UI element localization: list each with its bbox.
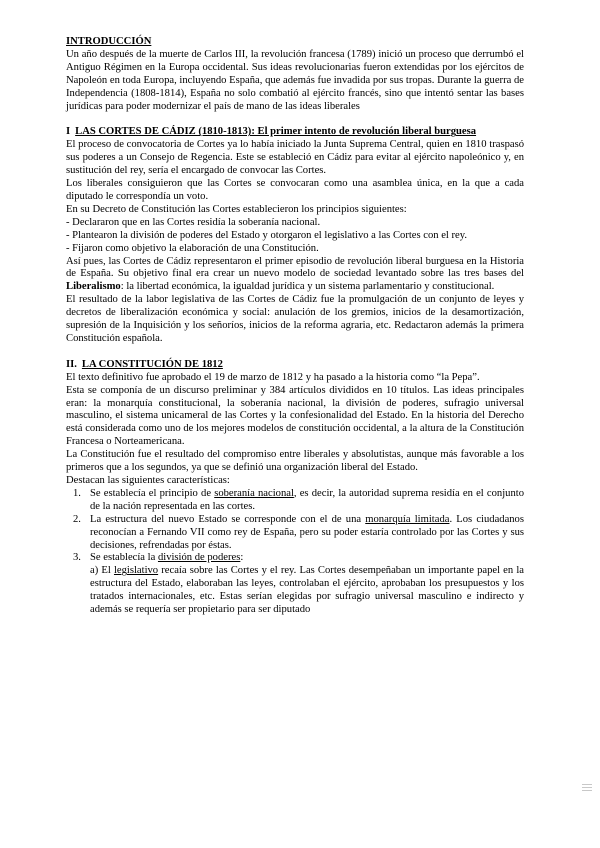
section-1-bullet-2: - Plantearon la división de poderes del Estado y otorgaron el legislativo a las Cortes con el rey. <box>66 229 467 241</box>
section-1-heading: LAS CORTES DE CÁDIZ (1810-1813): El primer intento de revolución liberal burguesa <box>75 126 477 138</box>
section-2-paragraph-4: Destacan las siguientes características: <box>66 475 230 486</box>
section-2-paragraph-2: Esta se componía de un discurso preliminar y 384 artículos divididos en 10 títulos. Las ideas principales eran: la monarquía constitucional, la soberanía nacional, la división de poderes, sufragio universal masculino, el sistema unicameral de las Cortes y la confesionalidad del Estado. En la historia del Derecho está considerada como uno de los mejores modelos de constitución occidental, a la altura de la Constitución Francesa o Norteamericana. <box>66 384 524 448</box>
list-text: , es decir, la autoridad suprema residía en el conjunto de la nación representada en las cortes. <box>90 487 524 512</box>
section-2-heading: LA CONSTITUCIÓN DE 1812 <box>81 358 223 370</box>
list-text: Se establecía el principio de <box>90 487 215 499</box>
section-2-number: II. <box>66 358 77 370</box>
section-2-paragraph-3: La Constitución fue el resultado del compromiso entre liberales y absolutistas, aunque más favorable a los primeros que a los segundos, ya que se definió una organización liberal del Estado. <box>66 449 524 474</box>
list-text: Se establecía la <box>90 552 158 564</box>
section-1-bullet-1: - Declararon que en las Cortes residía la soberanía nacional. <box>66 216 321 228</box>
p4-text-b: : la libertad económica, la igualdad jurídica y un sistema parlamentario y constitucional. <box>120 281 495 293</box>
list-term: división de poderes <box>157 552 241 564</box>
intro-paragraph: Un año después de la muerte de Carlos III, la revolución francesa (1789) inició un proceso que derrumbó el Antiguo Régimen en la Europa occidental. Sus ideas revolucionarias fueron extendidas por los ejércitos de Napoleón en toda Europa, incluyendo España, que además fue invadida por sus tropas. Durante la guerra de Independencia (1808-1814), España no solo combatió al ejército francés, sino que intentó sentar las bases jurídicas para poder modernizar el país de mano de las ideas liberales <box>66 48 524 112</box>
section-2-title <box>66 359 524 372</box>
list-item <box>66 488 524 514</box>
list-number: 2. <box>73 513 81 525</box>
list-text: . Los ciudadanos reconocían a Fernando VII como rey de España, pero su poder estaría controlado por las Cortes y sus decisiones, refrendadas por éstas. <box>90 513 524 551</box>
characteristics-list <box>66 488 524 617</box>
sub-item-text: a) El <box>90 565 114 577</box>
section-1-number: I <box>66 126 71 138</box>
list-number: 3. <box>73 552 81 564</box>
sub-item-a <box>90 565 524 617</box>
intro-heading: INTRODUCCIÓN <box>66 36 152 47</box>
section-1-paragraph-3: En su Decreto de Constitución las Cortes establecieron los principios siguientes: <box>66 203 407 215</box>
section-1-title <box>66 126 524 139</box>
section-1-paragraph-4 <box>66 256 524 295</box>
section-1-paragraph-1: El proceso de convocatoria de Cortes ya lo había iniciado la Junta Suprema Central, quien en 1810 traspasó sus poderes a un Consejo de Regencia. Este se estableció en Cádiz para evitar al ejército napoleónico y, en sustitución del rey, sería el encargado de convocar las Cortes. <box>66 139 524 177</box>
section-1-bullet-3: - Fijaron como objetivo la elaboración de una Constitución. <box>66 242 319 254</box>
page-marker-icon <box>582 784 592 794</box>
list-number: 1. <box>73 487 81 499</box>
section-1-paragraph-5: El resultado de la labor legislativa de las Cortes de Cádiz fue la promulgación de un conjunto de leyes y decretos de liberalización económica y social: anulación de los gremios, inicios de la desamortización, supresión de la Inquisición y los señoríos, inicios de la reforma agraria, etc. Redactaron además la primera Constitución española. <box>66 294 524 344</box>
list-text: La estructura del nuevo Estado se corresponde con el de una <box>90 513 366 525</box>
list-item <box>66 552 524 617</box>
section-1-paragraph-2: Los liberales consiguieron que las Cortes se convocaran como una asamblea única, en la que a cada diputado le correspondía un voto. <box>66 178 524 202</box>
list-term: soberanía nacional <box>214 487 294 499</box>
document-body <box>66 36 524 617</box>
list-text: : <box>240 552 244 564</box>
list-term: monarquía limitada <box>365 513 450 525</box>
liberalismo-term: Liberalismo <box>66 281 121 293</box>
p4-text-a: Así pues, las Cortes de Cádiz representaron el primer episodio de revolución liberal burguesa en la Historia de España. Su objetivo final era crear un nuevo modelo de sociedad levantado sobre las tres bases del <box>66 255 524 280</box>
legislativo-term: legislativo <box>113 565 159 577</box>
sub-item-text: recaía sobre las Cortes y el rey. Las Cortes desempeñaban un importante papel en la estructura del Estado, elaboraban las leyes, controlaban el ejército, aprobaban los presupuestos y los tratados internacionales, etc. Estas serían elegidas por sufragio universal masculino e indirecto y además se requería ser propietario para ser diputado <box>90 565 524 616</box>
list-item <box>66 514 524 553</box>
section-2-paragraph-1: El texto definitivo fue aprobado el 19 de marzo de 1812 y ha pasado a la historia como “la Pepa”. <box>66 371 480 383</box>
